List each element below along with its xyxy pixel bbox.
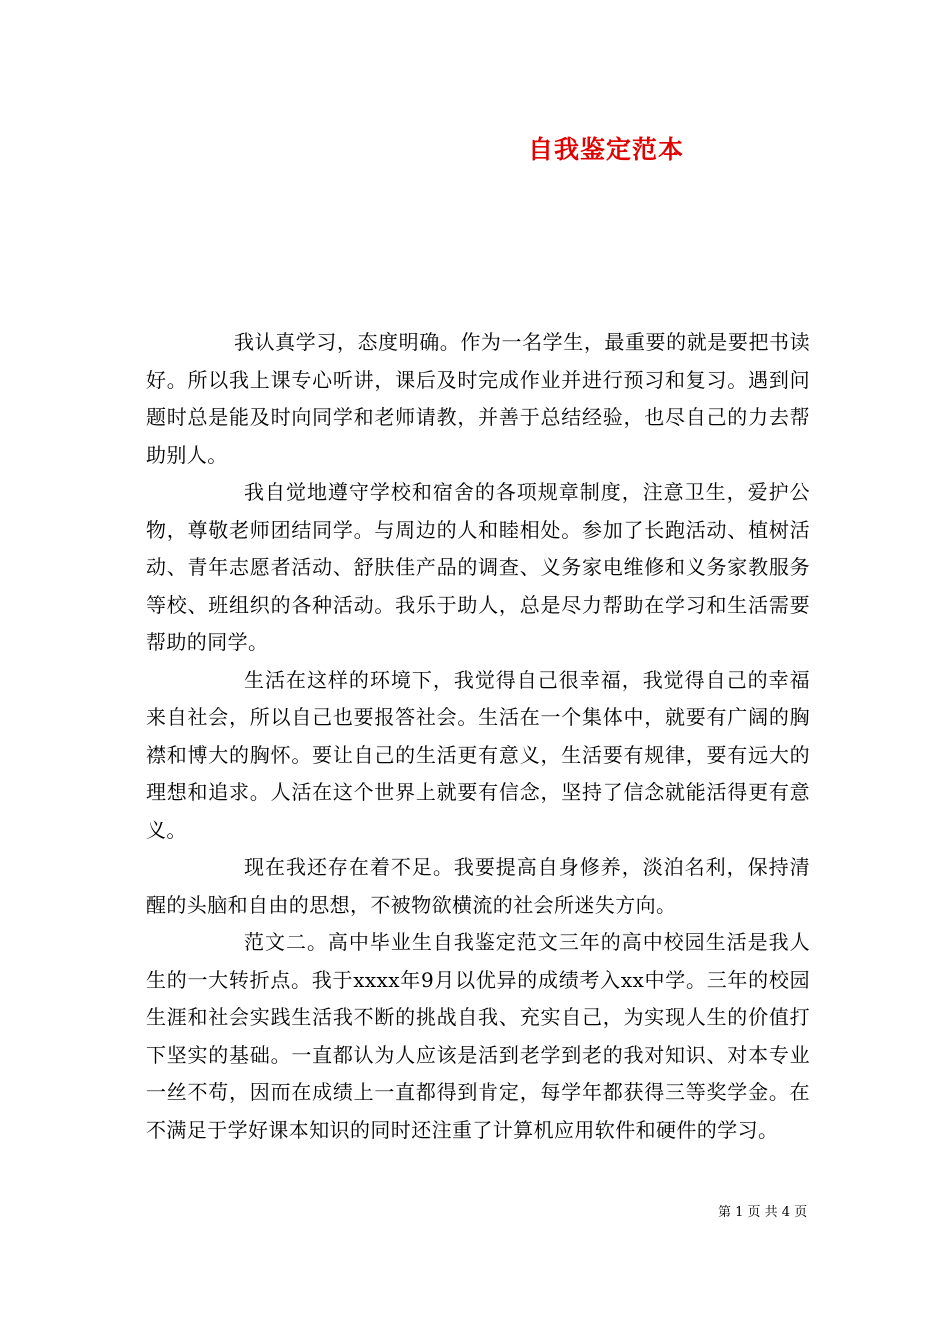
paragraph-sample-two: 范文二。高中毕业生自我鉴定范文三年的高中校园生活是我人生的一大转折点。我于xxxx年9月以优异的成绩考入xx中学。三年的校园生涯和社会实践生活我不断的挑战自我、充实自己，为实现人生的价值打下坚实的基础。一直都认为人应该是活到老学到老的我对知识、对本专业一丝不苟，因而在成绩上一直都得到肯定，每学年都获得三等奖学金。在不满足于学好课本知识的同时还注重了计算机应用软件和硬件的学习。 [146,930,810,1142]
document-body [146,324,810,1149]
paragraph-life: 生活在这样的环境下，我觉得自己很幸福，我觉得自己的幸福来自社会，所以自己也要报答社会。生活在一个集体中，就要有广阔的胸襟和博大的胸怀。要让自己的生活更有意义，生活要有规律，要有远大的理想和追求。人活在这个世界上就要有信念，坚持了信念就能活得更有意义。 [146,667,810,842]
paragraph-shortcomings: 现在我还存在着不足。我要提高自身修养，淡泊名利，保持清醒的头脑和自由的思想，不被物欲横流的社会所迷失方向。 [146,855,810,917]
paragraph-study: 我认真学习，态度明确。作为一名学生，最重要的就是要把书读好。所以我上课专心听讲，课后及时完成作业并进行预习和复习。遇到问题时总是能及时向同学和老师请教，并善于总结经验，也尽自己的力去帮助别人。 [146,330,810,467]
document-title: 自我鉴定范本 [528,135,685,164]
page-number: 第 1 页 共 4 页 [718,1205,808,1220]
paragraph-conduct: 我自觉地遵守学校和宿舍的各项规章制度，注意卫生，爱护公物，尊敬老师团结同学。与周边的人和睦相处。参加了长跑活动、植树活动、青年志愿者活动、舒肤佳产品的调查、义务家电维修和义务家教服务等校、班组织的各种活动。我乐于助人，总是尽力帮助在学习和生活需要帮助的同学。 [146,480,810,654]
